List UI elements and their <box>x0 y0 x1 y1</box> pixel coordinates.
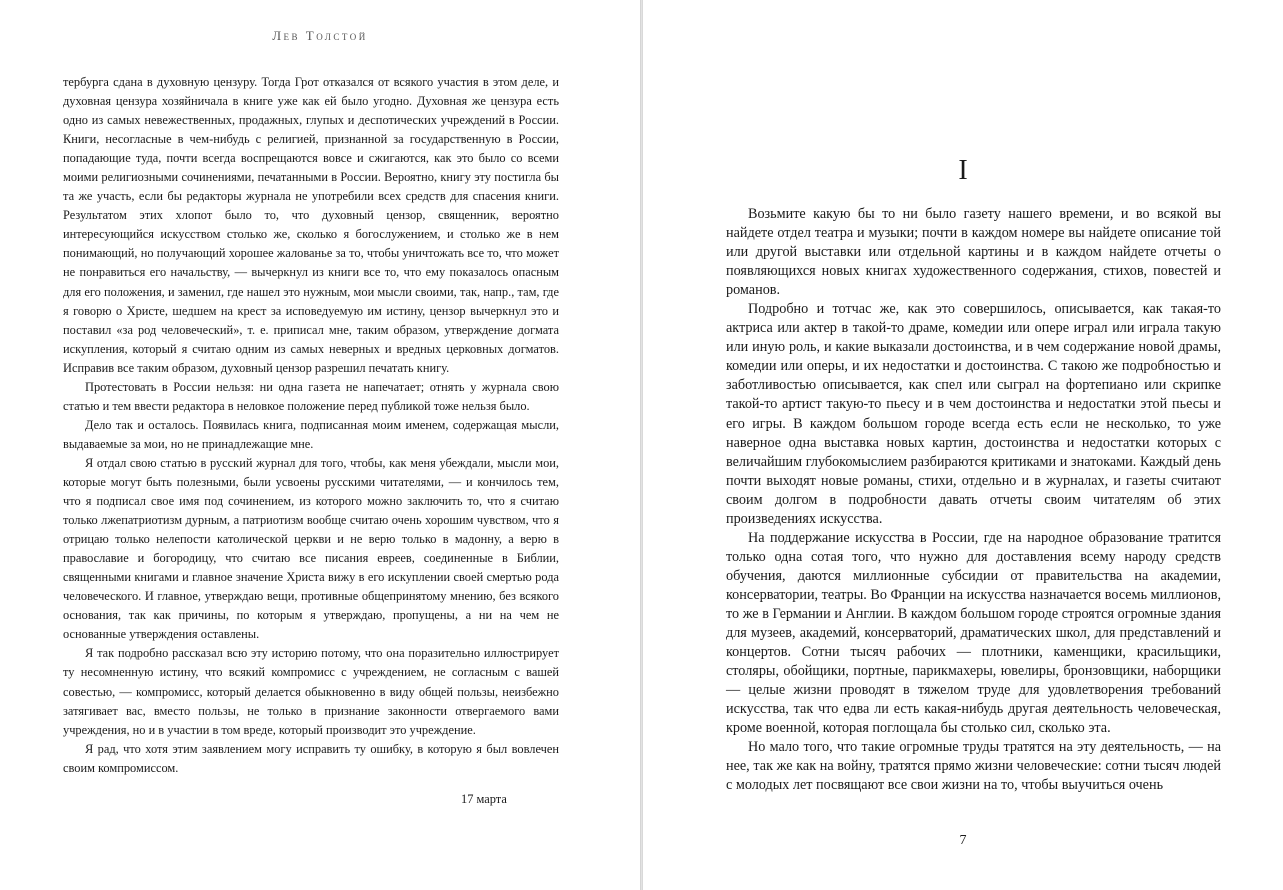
page-number: 7 <box>959 833 967 848</box>
left-page-body <box>63 73 559 778</box>
left-page <box>0 0 640 890</box>
right-page-body <box>726 205 1221 795</box>
paragraph: Я так подробно рассказал всю эту историю потому, что она поразительно иллюстрирует ту несомненную истину, что всякий компромисс с учреждением, не согласным с вашей совестью, — компромисс, который делается обыкновенно в виду общей пользы, неизбежно затягивает вас, вместо пользы, не только в признание законности отвергаемого вами учреждения, но и в участии в том вреде, который производит это учреждение. <box>63 646 559 737</box>
chapter-numeral: I <box>958 155 968 186</box>
paragraph: На поддержание искусства в России, где на народное образование тратится только одна сотая того, что нужно для доставления всему народу средств обучения, даются миллионные субсидии от правительства на академии, консерватории, театры. Во Франции на искусства назначается восемь миллионов, то же в Германии и Англии. В каждом большом городе строятся огромные здания для музеев, академий, консерваторий, драматических школ, для представлений и концертов. Сотни тысяч рабочих — плотники, каменщики, красильщики, столяры, обойщики, портные, парикмахеры, ювелиры, бронзовщики, наборщики — целые жизни проводят в тяжелом труде для удовлетворения требований искусства, так что едва ли есть какая-нибудь другая деятельность человеческая, кроме военной, которая поглощала бы столько сил, сколько эта. <box>726 529 1221 737</box>
paragraph: Протестовать в России нельзя: ни одна газета не напечатает; отнять у журнала свою статью и тем ввести редактора в неловкое положение перед публикой тоже нельзя было. <box>63 379 559 413</box>
right-page <box>643 0 1283 890</box>
paragraph: Возьмите какую бы то ни было газету нашего времени, и во всякой вы найдете отдел театра и музыки; почти в каждом номере вы найдете описание той или другой выставки или отдельной картины и в каждом найдете отчеты о появляющихся новых книгах художественного содержания, стихов, повестей и романов. <box>726 206 1221 299</box>
paragraph: Подробно и тотчас же, как это совершилось, описывается, как такая-то актриса или актер в такой-то драме, комедии или опере играл или играла такую или иную роль, и какие выказали достоинства, и в чем содержание новой драмы, комедии или оперы, и их недостатки и достоинства. С такою же подробностью и заботливостью описывается, как спел или сыграл на фортепиано или скрипке такой-то артист такую-то пьесу и в чем достоинства и недостатки этой пьесы и его игры. В каждом большом городе всегда есть если не несколько, то уже наверное одна выставка новых картин, достоинства и недостатки которых с величайшим глубокомыслием разбираются критиками и знатоками. Каждый день почти выходят новые романы, стихи, отдельно и в журналах, и газеты считают своим долгом в подробности давать отчеты своим читателям об этих произведениях искусства. <box>726 301 1221 527</box>
paragraph: тербурга сдана в духовную цензуру. Тогда Грот отказался от всякого участия в этом деле, и духовная цензура хозяйничала в книге уже как ей было угодно. Духовная же цензура есть одно из самых невежественных, продажных, глупых и деспотических учреждений в России. Книги, несогласные в чем-нибудь с религией, признанной за государственную в России, попадающие туда, почти всегда воспрещаются вовсе и сжигаются, как это было со всеми моими религиозными сочинениями, печатанными в России. Вероятно, книгу эту постигла бы та же участь, если бы редакторы журнала не употребили всех средств для спасения книги. Результатом этих хлопот было то, что духовный цензор, священник, вероятно интересующийся искусством столько же, сколько я богослужением, и столько же в нем понимающий, но получающий хорошее жалованье за то, чтобы уничтожать все то, что может не понравиться его начальству, — вычеркнул из книги все то, что ему показалось опасным для его положения, и заменил, где нашел это нужным, мои мысли своими, так, напр., там, где я говорю о Христе, шедшем на крест за исповедуемую им истину, цензор вычеркнул это и поставил «за род человеческий», т. е. приписал мне, таким образом, утверждение догмата искупления, который я считаю одним из самых неверных и вредных церковных догматов. Исправив все таким образом, духовный цензор разрешил печатать книгу. <box>63 75 559 375</box>
paragraph: Я рад, что хотя этим заявлением могу исправить ту ошибку, в которую я был вовлечен своим компромиссом. <box>63 741 559 775</box>
paragraph: Дело так и осталось. Появилась книга, подписанная моим именем, содержащая мысли, выдаваемые за мои, но не принадлежащие мне. <box>63 417 559 451</box>
paragraph: Я отдал свою статью в русский журнал для того, чтобы, как меня убеждали, мысли мои, которые могут быть полезными, были усвоены русскими читателями, — и кончилось тем, что я подписал свое имя под сочинением, из которого можно заключить то, что я считаю только лжепатриотизм дурным, а патриотизм вообще считаю очень хорошим чувством, что я отрицаю только нелепости католической церкви и не верю только в мадонну, а верю в православие и богородицу, что считаю все писания евреев, соединенные в Библии, священными книгами и главное значение Христа вижу в его искуплении своей смертью рода человеческого. И главное, утверждаю вещи, противные общепринятому мнению, без всякого основания, так как причины, по которым я утверждаю, пропущены, а ни на чем не основанные утверждения оставлены. <box>63 455 559 642</box>
signature-date: 17 марта <box>461 792 507 806</box>
running-header: Лев Толстой <box>272 28 368 43</box>
paragraph: Но мало того, что такие огромные труды тратятся на эту деятельность, — на нее, так же как на войну, тратятся прямо жизни человеческие: сотни тысяч людей с молодых лет посвящают все свои жизни на то, чтобы выучиться очень <box>726 739 1221 794</box>
